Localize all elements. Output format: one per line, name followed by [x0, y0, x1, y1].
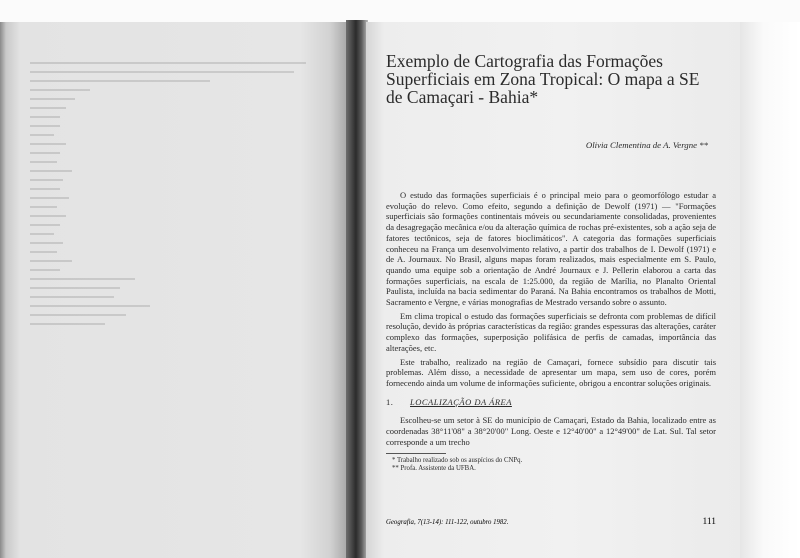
left-page [0, 22, 352, 558]
page-footer [386, 519, 716, 526]
right-margin [740, 22, 800, 558]
section-paragraph: Escolheu-se um setor à SE do município de Camaçari, Estado da Bahia, localizado entre as coordenadas 38°11'08" a 38°20'00" Long. Oeste e 12°40'00" a 12°49'00" de Lat. Sul. Tal setor corresponde a um trecho [386, 415, 716, 447]
section-number: 1. [386, 396, 394, 407]
footnote-1: * Trabalho realizado sob os auspícios do CNPq. [392, 457, 523, 465]
article [386, 52, 716, 473]
book-spine [346, 20, 368, 558]
page-number: 111 [702, 517, 716, 527]
left-page-bleed-through [30, 62, 330, 542]
footnotes [386, 457, 716, 473]
article-title: Exemplo de Cartografia das Formações Superficiais em Zona Tropical: O mapa a SE de Camaçari - Bahia* [386, 51, 700, 107]
section-heading [386, 397, 716, 408]
section-title: LOCALIZAÇÃO DA ÁREA [410, 396, 512, 407]
paragraph-2: Em clima tropical o estudo das formações superficiais se defronta com problemas de difícil resolução, devido às próprias características da região: grandes espessuras das alterações, caráter complexo das formações, superposição polifásica de perfis de camadas, importância das alterações, etc. [386, 310, 716, 353]
article-author: Olivia Clementina de A. Vergne ** [585, 140, 708, 150]
journal-citation: Geografia, 7(13-14): 111-122, outubro 1982. [386, 519, 509, 526]
article-body [386, 190, 716, 447]
footnote-2: ** Profa. Assistente da UFBA. [392, 465, 476, 473]
paragraph-3: Este trabalho, realizado na região de Camaçari, fornece subsídio para discutir tais problemas. Além disso, a necessidade de apresentar um mapa, sem uso de cores, porém fornecendo ainda um volume de informações suficiente, obrigou a encontrar soluções originais. [386, 356, 716, 388]
footnote-rule [386, 453, 446, 454]
paragraph-1: O estudo das formações superficiais é o principal meio para o geomorfólogo estudar a evolução do relevo. Como efeito, segundo a definição de Dewolf (1971) — "Formações superficiais são formações continentais móveis ou secundariamente consolidadas, provenientes da desagregação mecânica e/ou da alteração química de rochas pré-existentes, sob a ação seja de fatores tectônicos, seja de fatores bioclimáticos". A categoria das formações superficiais conheceu na França um desenvolvimento relativo, a partir dos trabalhos de I. Dewolf (1971) e de A. Journaux. No Brasil, alguns mapas foram realizados, mais especialmente em S. Paulo, quando uma equipe sob a orientação de André Journaux e J. Pellerin elaborou a carta das formações superficiais, na escala de 1:25.000, da região de Marília, no Planalto Oriental Paulista, incluída na bacia sedimentar do Paraná. Na Bahia encontramos os trabalhos de Motti, Sacramento e Vergne, e várias monografias de Mestrado versando sobre o assunto. [386, 190, 716, 308]
